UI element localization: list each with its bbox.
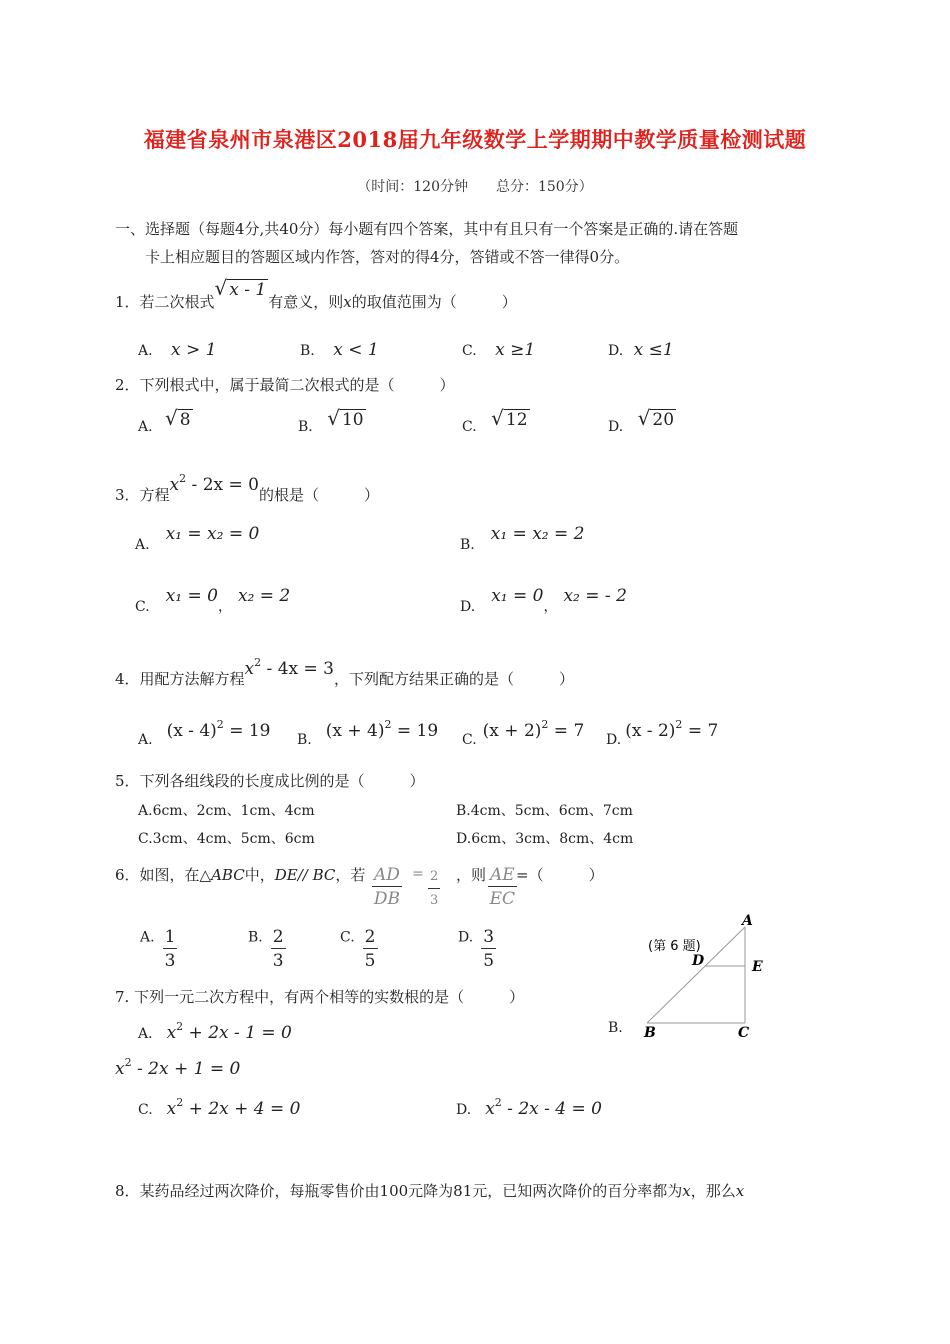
- q7-option-d[interactable]: D. $x^2 - 2x - 4 = 0$: [456, 1096, 602, 1119]
- label-d: D: [692, 953, 705, 969]
- q1-radical: √ x - 1: [214, 276, 267, 300]
- q3-option-a[interactable]: A.x₁ = x₂ = 0: [135, 524, 260, 553]
- q6-triangle-figure: [600, 905, 800, 1055]
- q3-option-c[interactable]: C.x₁ = 0，x₂ = 2: [135, 586, 291, 615]
- label-c: C: [738, 1025, 750, 1041]
- q1-option-d[interactable]: D. x ≤1: [608, 340, 674, 360]
- q4-option-d[interactable]: D. (x - 2)$^2$ = 7: [606, 718, 719, 748]
- question-3: 3．方程$x^2 - 2x = 0$的根是（ ）: [115, 472, 379, 504]
- question-6: 6．如图，在△ABC中，DE// BC，若: [115, 866, 366, 884]
- q2-option-b[interactable]: B. √ 10: [298, 406, 364, 435]
- figure-caption: (第 6 题): [648, 939, 701, 954]
- q6-option-d[interactable]: D. $\frac{3}{5}$: [458, 927, 495, 971]
- q4-option-b[interactable]: B. $(x + 4)^2 = 19$: [297, 718, 439, 748]
- q6-option-c[interactable]: C. $\frac{2}{5}$: [340, 927, 376, 971]
- q6-fraction-ad-db: $\frac{AD}{DB}$: [373, 865, 401, 909]
- q2-option-c[interactable]: C. √ 12: [462, 406, 528, 435]
- q6-option-a[interactable]: A. $\frac{1}{3}$: [140, 927, 176, 971]
- q1-stem-pre: 1．若二次根式: [115, 293, 215, 311]
- section-instructions-line2: 卡上相应题目的答题区域内作答，答对的得4分，答错或不答一律得0分。: [145, 248, 630, 266]
- q7-option-b-label[interactable]: B.: [608, 1020, 623, 1036]
- q4-equation: $x^2 - 4x = 3$: [244, 656, 334, 679]
- q6-ze: ，则: [456, 866, 487, 884]
- q6-fraction-2-3: $\frac{2}{3}$: [428, 866, 440, 913]
- q1-stem-post: 有意义，则: [268, 293, 344, 311]
- q7-option-c[interactable]: C. $x^2 + 2x + 4 = 0$: [138, 1096, 301, 1119]
- q6-option-b[interactable]: B. $\frac{2}{3}$: [248, 927, 284, 971]
- question-5: 5．下列各组线段的长度成比例的是（ ）: [115, 772, 425, 790]
- q6-stem-post: =（ ）: [516, 866, 604, 884]
- question-7: 7. 下列一元二次方程中，有两个相等的实数根的是（ ）: [115, 988, 525, 1006]
- q5-option-a[interactable]: A.6cm、2cm、1cm、4cm: [138, 803, 315, 819]
- label-b: B: [644, 1025, 656, 1041]
- section-instructions-line1: 一、选择题（每题4分,共40分）每小题有四个答案，其中有且只有一个答案是正确的.请在答题: [115, 220, 739, 238]
- q2-option-d[interactable]: D. √ 20: [608, 406, 675, 435]
- q5-option-c[interactable]: C.3cm、4cm、5cm、6cm: [138, 831, 315, 847]
- q5-option-d[interactable]: D.6cm、3cm、8cm、4cm: [456, 831, 634, 847]
- question-4: 4．用配方法解方程$x^2 - 4x = 3$，下列配方结果正确的是（ ）: [115, 656, 574, 688]
- exam-info: （时间：120分钟 总分：150分）: [357, 179, 593, 195]
- question-2: 2．下列根式中，属于最简二次根式的是（ ）: [115, 376, 455, 394]
- q4-option-a[interactable]: A. (x - 4)$^2$ = 19: [138, 718, 271, 748]
- q7-option-a[interactable]: A. $x^2 + 2x - 1 = 0$: [138, 1020, 292, 1043]
- q5-option-b[interactable]: B.4cm、5cm、6cm、7cm: [456, 803, 633, 819]
- q1-option-c[interactable]: C. x ≥1: [462, 340, 536, 360]
- question-8: 8．某药品经过两次降价，每瓶零售价由100元降为81元，已知两次降价的百分率都为x，那么x: [115, 1182, 745, 1200]
- page-title: 福建省泉州市泉港区2018届九年级数学上学期期中教学质量检测试题: [143, 127, 807, 152]
- q2-option-a[interactable]: A. √ 8: [138, 406, 191, 435]
- q3-option-b[interactable]: B.x₁ = x₂ = 2: [460, 524, 585, 553]
- q4-option-c[interactable]: C. $(x + 2)^2 = 7$: [462, 718, 585, 748]
- q6-fraction-ae-ec: $\frac{AE}{EC}$: [489, 865, 516, 909]
- q1-option-b[interactable]: B. x < 1: [300, 340, 379, 360]
- q6-equals: =: [412, 866, 424, 882]
- q7-option-b-math: $x^2 - 2x + 1 = 0$: [115, 1056, 241, 1079]
- label-a: A: [742, 913, 753, 929]
- q3-option-d[interactable]: D.x₁ = 0，x₂ = - 2: [460, 586, 627, 615]
- q3-equation: $x^2 - 2x = 0$: [169, 472, 259, 495]
- question-1: 1．若二次根式√ x - 1有意义，则x的取值范围为（ ）: [115, 276, 517, 311]
- q1-option-a[interactable]: A. x > 1: [138, 340, 217, 360]
- label-e: E: [752, 959, 763, 975]
